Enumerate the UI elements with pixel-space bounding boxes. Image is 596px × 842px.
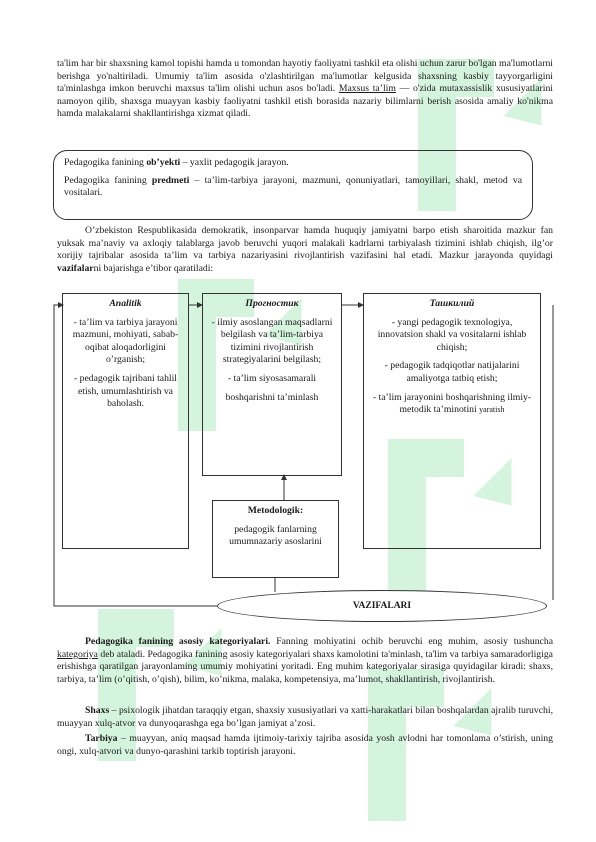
tashkiliy-item: - ta’lim jarayonini boshqarishning ilmiy-metodik ta’minotini yaratish xyxy=(372,391,532,416)
intro-paragraph: ta'lim har bir shaxsning kamol topishi hamda u tomondan hayotiy faoliyatni tashkil eta olishi uchun zarur bo'lgan ma'lumotlarni berishga yo'naltiriladi. Umumiy ta'lim asosida o'zlashtirilgan ma'lumotlar kelgusida shaxsning kasbiy tayyorgarligini ta'minlashga imkon beruvchi maxsus ta'lim olishi uchun asos bo'ladi. Maxsus ta’lim — o'zida mutaxassislik xususiyatlarini namoyon qilib, shaxsga muayyan kasbiy faoliyatni tashkil etish borasida nazariy bilimlarni berish asosida amaliy ko'nikma hamda malakalarni shakllantirishga xizmat qiladi. xyxy=(57,58,554,120)
prognostik-title: Прогностик xyxy=(245,298,299,309)
tarbiya-paragraph: Tarbiya – muayyan, aniq maqsad hamda ijtimoiy-tarixiy tajriba asosida yosh avlodni har tomonlama o’stirish, uning ongi, xulq-atvori va dunyo-qarashini tarkib toptirish jarayoni. xyxy=(57,733,553,757)
prognostik-item: - ilmiy asoslangan maqsadlarni belgilash va ta’lim-tarbiya tizimini rivojlantirish strategiyalarini belgilash; xyxy=(211,316,333,366)
tashkiliy-item: - yangi pedagogik texnologiya, innovatsion shakl va vositalarni ishlab chiqish; xyxy=(377,316,527,353)
vazifalari-ellipse: VAZIFALARI xyxy=(217,590,547,622)
analitik-title: Analitik xyxy=(109,298,142,309)
prognostik-box xyxy=(202,293,342,476)
tashkiliy-title: Ташкилий xyxy=(429,298,475,309)
definition-callout xyxy=(53,150,533,220)
analitik-item: - pedagogik tajribani tahlil etish, umumlashtirish va baholash. xyxy=(73,372,178,410)
tashkiliy-box xyxy=(363,293,541,549)
prognostik-item: boshqarishni ta’minlash xyxy=(225,391,319,403)
metodologik-title: Metodologik: xyxy=(247,505,304,516)
analitik-item: - ta’lim va tarbiya jarayoni mazmuni, mohiyati, sabab-oqibat aloqadorligini o’rganish; xyxy=(72,316,179,366)
prognostik-item: - ta’lim siyosasamarali xyxy=(227,372,317,384)
tasks-intro-paragraph: O’zbekiston Respublikasida demokratik, insonparvar hamda huquqiy jamiyatni barpo etish sharoitida mazkur fan yuksak ma’naviy va axloqiy talablarga javob beruvchi yuqori malakali kadrlarni tarbiyalash tizimini ishlab chiqish, ilg’or xorijiy tajribalar asosida ta’lim va tarbiya nazariyasini rivojlantirish vazifasini hal etadi. Mazkur jarayonda quyidagi vazifalarni bajarishga e’tibor qaratiladi: xyxy=(57,225,553,274)
tashkiliy-item: - pedagogik tadqiqotlar natijalarini amaliyotga tatbiq etish; xyxy=(384,360,520,384)
subject-definition: Pedagogika fanining predmeti – ta’lim-tarbiya jarayoni, mazmuni, qonuniyatlari, tamoyillari, shakl, metod va vositalari. xyxy=(64,174,522,199)
maxsus-talim-term: Maxsus ta’lim xyxy=(338,83,396,95)
object-definition: Pedagogika fanining ob’yekti – yaxlit pedagogik jarayon. xyxy=(64,157,289,168)
shaxs-paragraph: Shaxs – psixologik jihatdan taraqqiy etgan, shaxsiy xususiyatlari va xatti-harakatlari bilan boshqalardan ajralib turuvchi, muayyan xulq-atvor va dunyoqarashga ega bo’lgan jamiyat a’zosi. xyxy=(57,705,553,729)
categories-paragraph: Pedagogika fanining asosiy kategoriyalari. Fanning mohiyatini ochib beruvchi eng muhim, asosiy tushuncha kategoriya deb ataladi. Pedagogika fanining asosiy kategoriyalari shaxs kamolotini ta'minlash, ta'lim va tarbiya samaradorligiga erishishga qaratilgan jarayonlaming umumiy mohiyatini yoritadi. Eng muhim kategoriyalar sirasiga quyidagilar kiradi: shaxs, tarbiya, ta’lim (o’qitish, o’qish), bilim, ko’nikma, malaka, kompetensiya, ma’lumot, shakllantirish, rivojlantirish. xyxy=(57,636,553,685)
metodologik-text: pedagogik fanlarning umumnazariy asoslarini xyxy=(229,523,322,548)
metodologik-box xyxy=(212,500,339,578)
analitik-box xyxy=(62,293,189,549)
